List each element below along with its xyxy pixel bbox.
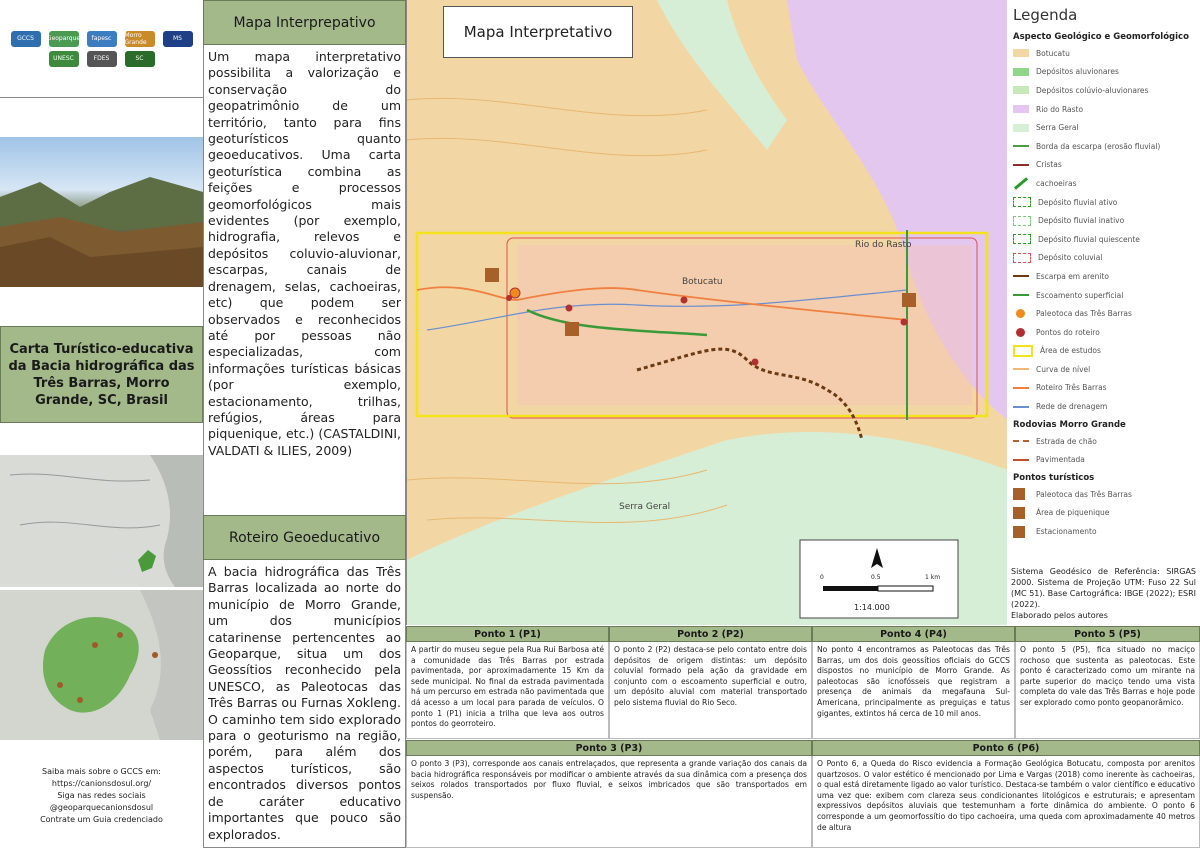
legend-label: Depósito coluvial (1038, 253, 1103, 263)
legend-swatch (1013, 526, 1025, 538)
legend-item (1013, 137, 1194, 156)
legend-item (1013, 100, 1194, 119)
legend-swatch (1013, 275, 1029, 277)
legend-item (1013, 485, 1194, 504)
interpretive-map (406, 0, 1007, 625)
legend-item (1013, 230, 1194, 249)
map-drawing (407, 0, 1007, 625)
legend-item (1013, 156, 1194, 175)
legend-swatch (1013, 488, 1025, 500)
legend-label: Estacionamento (1036, 527, 1097, 537)
legend-swatch (1013, 105, 1029, 113)
social-handle[interactable]: @geoparquecanionsdosul (49, 803, 154, 812)
legend-swatch (1013, 368, 1029, 370)
interp-heading: Mapa Interprepativo (203, 0, 406, 45)
parking-map-icon (902, 293, 916, 307)
scale-tick-0: 0 (820, 574, 824, 581)
legend-label: Área de estudos (1040, 346, 1101, 356)
legend-swatch (1013, 145, 1029, 147)
legend-swatch (1016, 309, 1025, 318)
legend-item (1013, 44, 1194, 63)
legend-label: Depósitos colúvio-aluvionares (1036, 85, 1149, 95)
label-rio-rasto: Rio do Rasto (855, 240, 912, 250)
legend-swatch (1016, 328, 1025, 337)
legend-item (1013, 379, 1194, 398)
scale-tick-1: 0.5 (871, 574, 881, 581)
legend-item (1013, 342, 1194, 361)
legend-section-roads: Rodovias Morro Grande (1013, 419, 1126, 430)
legend-swatch (1013, 216, 1031, 226)
legend-label: Escarpa em arenito (1036, 271, 1109, 281)
legend-label: Pontos do roteiro (1036, 327, 1100, 337)
picnic-map-icon (565, 322, 579, 336)
legend-item (1013, 522, 1194, 541)
location-map-state-drawing (0, 455, 203, 587)
legend-item (1013, 432, 1194, 451)
location-map-region-drawing (0, 590, 203, 740)
legend-swatch (1014, 177, 1028, 190)
legend-item (1013, 304, 1194, 323)
legend-swatch (1013, 124, 1029, 132)
legend-swatch (1013, 387, 1029, 389)
point-3-text: O ponto 3 (P3), corresponde aos canais entrelaçados, que representa a grande variação dos canais da bacia hidrográfica responsáveis por modificar o ambiente através da sua dinâmica com a presença dos seixos rolados transportados por fluxo fluvial, e seixos imbricados que são transportados em suspensão. (406, 756, 812, 848)
point-2-text: O ponto 2 (P2) destaca-se pelo contato entre dois depósitos de origem distintas: um depósito coluvial formado pela ação da gravidade em conjunto com o escoamento superficial e outro, um depósito aluvial com material transportado pelo sistema fluvial do Rio Seco. (609, 642, 812, 739)
legend-swatch (1013, 49, 1029, 57)
logo-2: Geoparque (49, 31, 79, 47)
legend-label: Depósito fluvial inativo (1038, 216, 1125, 226)
legend-items-roads (1013, 432, 1194, 469)
point-1-title: Ponto 1 (P1) (406, 626, 609, 642)
social-line-5: Contrate um Guia credenciado (40, 815, 163, 824)
legend-label: Cristas (1036, 160, 1062, 170)
point-4-title: Ponto 4 (P4) (812, 626, 1015, 642)
credit-text: Elaborado pelos autores (1011, 611, 1108, 620)
interp-text: Um mapa interpretativo possibilita a valorização e conservação do geopatrimônio de um território, tanto para fins geoturísticos quanto geoeducativos. Uma carta geoturística combina as feições e processos geomorfológicos mais evidentes (por exemplo, hidrografia, relevos e depósitos coluvio-aluvionar, escarpas, canais de drenagem, selas, cachoeiras, etc) que podem ser observados e reconhecidos até por pessoas não especializadas, com informações turísticas básicas (por exemplo, estacionamento, trilhas, refúgios, áreas para piquenique, etc.) (CASTALDINI, VALDATI & ILIES, 2009) (203, 45, 406, 515)
legend-label: Paleotoca das Três Barras (1036, 309, 1132, 319)
legend-item (1013, 450, 1194, 469)
legend-swatch (1013, 507, 1025, 519)
legend-label: Escoamento superficial (1036, 290, 1124, 300)
legend-item (1013, 193, 1194, 212)
legend-swatch (1013, 68, 1029, 76)
legend-item (1013, 249, 1194, 268)
landscape-photo-drawing (0, 137, 203, 287)
logo-7: FDES (87, 51, 117, 67)
legend-title: Legenda (1013, 6, 1078, 24)
legend-swatch (1013, 197, 1031, 207)
landscape-photo (0, 137, 203, 287)
legend-label: Depósito fluvial ativo (1038, 197, 1118, 207)
legend-items-geology (1013, 44, 1194, 416)
legend-item (1013, 323, 1194, 342)
logo-6: UNESC (49, 51, 79, 67)
logo-8: SC (125, 51, 155, 67)
social-line-1: Saiba mais sobre o GCCS em: (42, 767, 161, 776)
website-link[interactable]: https://canionsdosul.org/ (51, 779, 152, 788)
roteiro-text: A bacia hidrográfica das Três Barras localizada ao norte do município de Morro Grande, um dos municípios catarinense pertencentes ao Geoparque, situa um dos Geossítios reconhecido pela UNESCO, as Paleotocas das Três Barras ou Furnas Xokleng. O caminho tem sido explorado para o geoturismo na região, porém, para além dos aspectos turísticos, são encontrados diversos pontos de caráter educativo importantes que pouco são explorados. (203, 560, 406, 848)
logo-4: Morro Grande (125, 31, 155, 47)
legend-label: Curva de nível (1036, 364, 1091, 374)
legend-label: Paleotoca das Três Barras (1036, 489, 1132, 499)
social-line-3: Siga nas redes sociais (57, 791, 146, 800)
point-4-text: No ponto 4 encontramos as Paleotocas das Três Barras, um dos dois geossítios oficiais do GCCS dispostos no município de Morro Grande. As paleotocas são icnofósseis que registram a presença de animais da megafauna Sul-Americana, principalmente as preguiças e tatus gigantes, extintos há cerca de 10 mil anos. (812, 642, 1015, 739)
partner-logos (0, 0, 203, 98)
legend-label: Depósitos aluvionares (1036, 67, 1119, 77)
logo-3: fapesc (87, 31, 117, 47)
scale-tick-2: 1 km (925, 574, 941, 581)
legend-label: Rede de drenagem (1036, 402, 1108, 412)
roteiro-heading: Roteiro Geoeducativo (203, 515, 406, 560)
legend-label: Estrada de chão (1036, 436, 1097, 446)
legend-label: Depósito fluvial quiescente (1038, 234, 1140, 244)
social-info (0, 760, 203, 848)
scale-bar-right (878, 586, 933, 591)
legend-item (1013, 81, 1194, 100)
legend-item (1013, 397, 1194, 416)
point-5-text: O ponto 5 (P5), fica situado no maciço rochoso que sustenta as paleotocas. Este ponto é caracterizado como um mirante na parte superior do maciço tendo uma vista completa do vale das Três Barras e hoje pode ser explorado como ponto geopanorâmico. (1015, 642, 1200, 739)
legend-swatch (1013, 406, 1029, 408)
label-serra-geral: Serra Geral (619, 502, 671, 512)
legend-item (1013, 118, 1194, 137)
legend-items-tourism (1013, 485, 1194, 541)
legend-swatch (1013, 164, 1029, 166)
legend-label: Roteiro Três Barras (1036, 383, 1107, 393)
label-botucatu: Botucatu (682, 277, 723, 287)
legend-swatch (1013, 440, 1029, 442)
legend-label: Pavimentada (1036, 455, 1085, 465)
legend-section-geology: Aspecto Geológico e Geomorfológico (1013, 32, 1189, 42)
legend-item (1013, 211, 1194, 230)
legend-label: Botucatu (1036, 48, 1070, 58)
legend-item (1013, 286, 1194, 305)
legend-section-tourism: Pontos turísticos (1013, 473, 1095, 484)
map-legend (1007, 0, 1200, 563)
legend-swatch (1013, 294, 1029, 296)
logo-1: GCCS (11, 31, 41, 47)
legend-item (1013, 174, 1194, 193)
point-6-text: O Ponto 6, a Queda do Risco evidencia a Formação Geológica Botucatu, composta por arenitos quartzosos. O valor estético é mencionado por Lima e Vargas (2018) como inerente às cachoeiras, o qual está diretamente ligado ao valor turístico. Destaca-se também o valor científico e educativo uma vez que: exibem com clareza seus condicionantes litológicos e estruturais; e apresentam expressivos depósitos aluviais que testemunham a forte dinâmica do ambiente. O ponto 6 corresponde a um geomorfossítio do tipo cachoeira, uma queda com aproximadamente 40 metros de altura (812, 756, 1200, 848)
legend-label: cachoeiras (1036, 178, 1077, 188)
location-map-region (0, 590, 203, 740)
scale-ratio: 1:14.000 (854, 603, 890, 612)
legend-item (1013, 63, 1194, 82)
map-title: Mapa Interpretativo (443, 6, 633, 58)
logo-5: MS (163, 31, 193, 47)
legend-swatch (1013, 459, 1029, 461)
legend-swatch (1013, 345, 1033, 357)
point-1-text: A partir do museu segue pela Rua Rui Barbosa até a comunidade das Três Barras por estrada pavimentada, por aproximadamente 15 Km da sede municipal. No final da estrada pavimentada há um percurso em estrada não pavimentada que dá acesso a um local para parada de veículos. O ponto 1 (P1) inicia a trilha que leva aos outros pontos do georroteiro. (406, 642, 609, 739)
poster-title: Carta Turístico-educativa da Bacia hidrográfica das Três Barras, Morro Grande, SC, Brasil (0, 326, 203, 423)
point-2-title: Ponto 2 (P2) (609, 626, 812, 642)
point-3-title: Ponto 3 (P3) (406, 740, 812, 756)
legend-label: Borda da escarpa (erosão fluvial) (1036, 141, 1161, 151)
crs-info (1007, 563, 1200, 625)
crs-text: Sistema Geodésico de Referência: SIRGAS 2000. Sistema de Projeção UTM: Fuso 22 Sul (MC 51). Base Cartográfica: IBGE (2022); ESRI (2022). (1011, 567, 1196, 609)
legend-item (1013, 360, 1194, 379)
legend-label: Serra Geral (1036, 123, 1079, 133)
scale-bar-left (823, 586, 878, 591)
legend-label: Rio do Rasto (1036, 104, 1084, 114)
legend-swatch (1013, 253, 1031, 263)
legend-swatch (1013, 86, 1029, 94)
paleotoca-map-icon (485, 268, 499, 282)
legend-item (1013, 267, 1194, 286)
point-5-title: Ponto 5 (P5) (1015, 626, 1200, 642)
legend-label: Área de piquenique (1036, 508, 1110, 518)
location-map-state (0, 455, 203, 587)
point-6-title: Ponto 6 (P6) (812, 740, 1200, 756)
legend-item (1013, 504, 1194, 523)
legend-swatch (1013, 234, 1031, 244)
